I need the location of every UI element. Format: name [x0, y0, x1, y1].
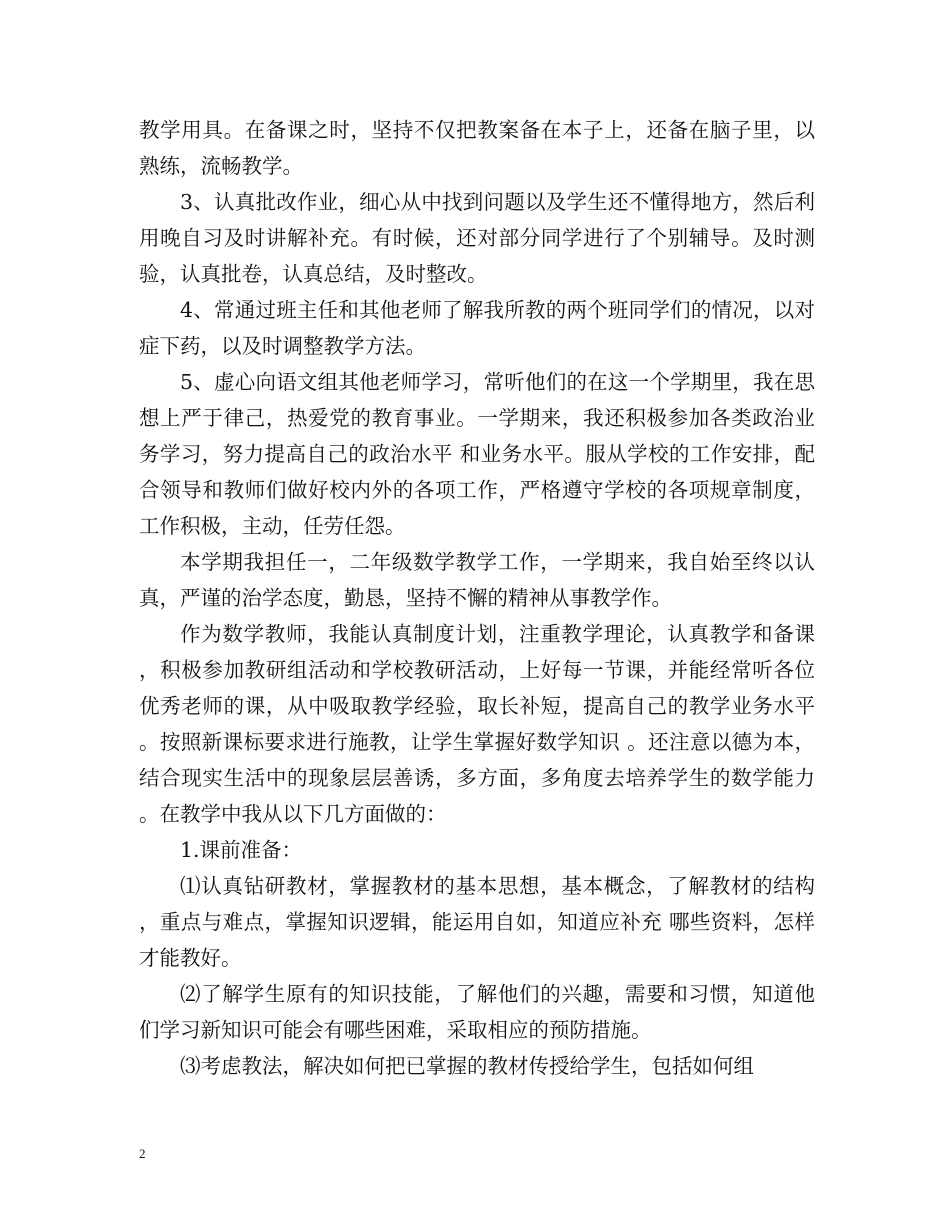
paragraph: ⑶考虑教法，解决如何把已掌握的教材传授给学生，包括如何组 [180, 1054, 754, 1078]
paragraph: ⑵了解学生原有的知识技能，了解他们的兴趣，需要和习惯，知道他们学习新知识可能会有哪些困难，采取相应的预防措施。 [139, 982, 815, 1042]
paragraph: 5、虚心向语文组其他老师学习，常听他们的在这一个学期里，我在思想上严于律己，热爱党的教育事业。一学期来，我还积极参加各类政治业务学习，努力提高自己的政治水平 和业务水平。服从学校的工作安排，配合领导和教师们做好校内外的各项工作，严格遵守学校的各项规章制度，工作积极，主动，任劳任怨。 [139, 370, 815, 538]
paragraph: 1.课前准备： [180, 838, 303, 862]
paragraph: 作为数学教师，我能认真制度计划，注重教学理论，认真教学和备课，积极参加教研组活动和学校教研活动，上好每一节课，并能经常听各位优秀老师的课，从中吸取教学经验，取长补短，提高自己的教学业务水平。按照新课标要求进行施教，让学生掌握好数学知识 。还注意以德为本，结合现实生活中的现象层层善诱，多方面，多角度去培养学生的数学能力。在教学中我从以下几方面做的： [139, 622, 815, 826]
paragraph: 教学用具。在备课之时，坚持不仅把教案备在本子上，还备在脑子里，以熟练，流畅教学。 [139, 118, 815, 178]
paragraph: 本学期我担任一，二年级数学教学工作，一学期来，我自始至终以认真，严谨的治学态度，勤恳，坚持不懈的精神从事教学作。 [139, 550, 815, 610]
page-number: 2 [139, 1146, 146, 1161]
paragraph: ⑴认真钻研教材，掌握教材的基本思想，基本概念，了解教材的结构，重点与难点，掌握知识逻辑，能运用自如，知道应补充 哪些资料，怎样才能教好。 [139, 874, 815, 970]
document-body [139, 112, 815, 1084]
paragraph: 4、常通过班主任和其他老师了解我所教的两个班同学们的情况，以对症下药，以及时调整教学方法。 [139, 298, 815, 358]
paragraph: 3、认真批改作业，细心从中找到问题以及学生还不懂得地方，然后利用晚自习及时讲解补充。有时候，还对部分同学进行了个别辅导。及时测验，认真批卷，认真总结，及时整改。 [139, 190, 815, 286]
